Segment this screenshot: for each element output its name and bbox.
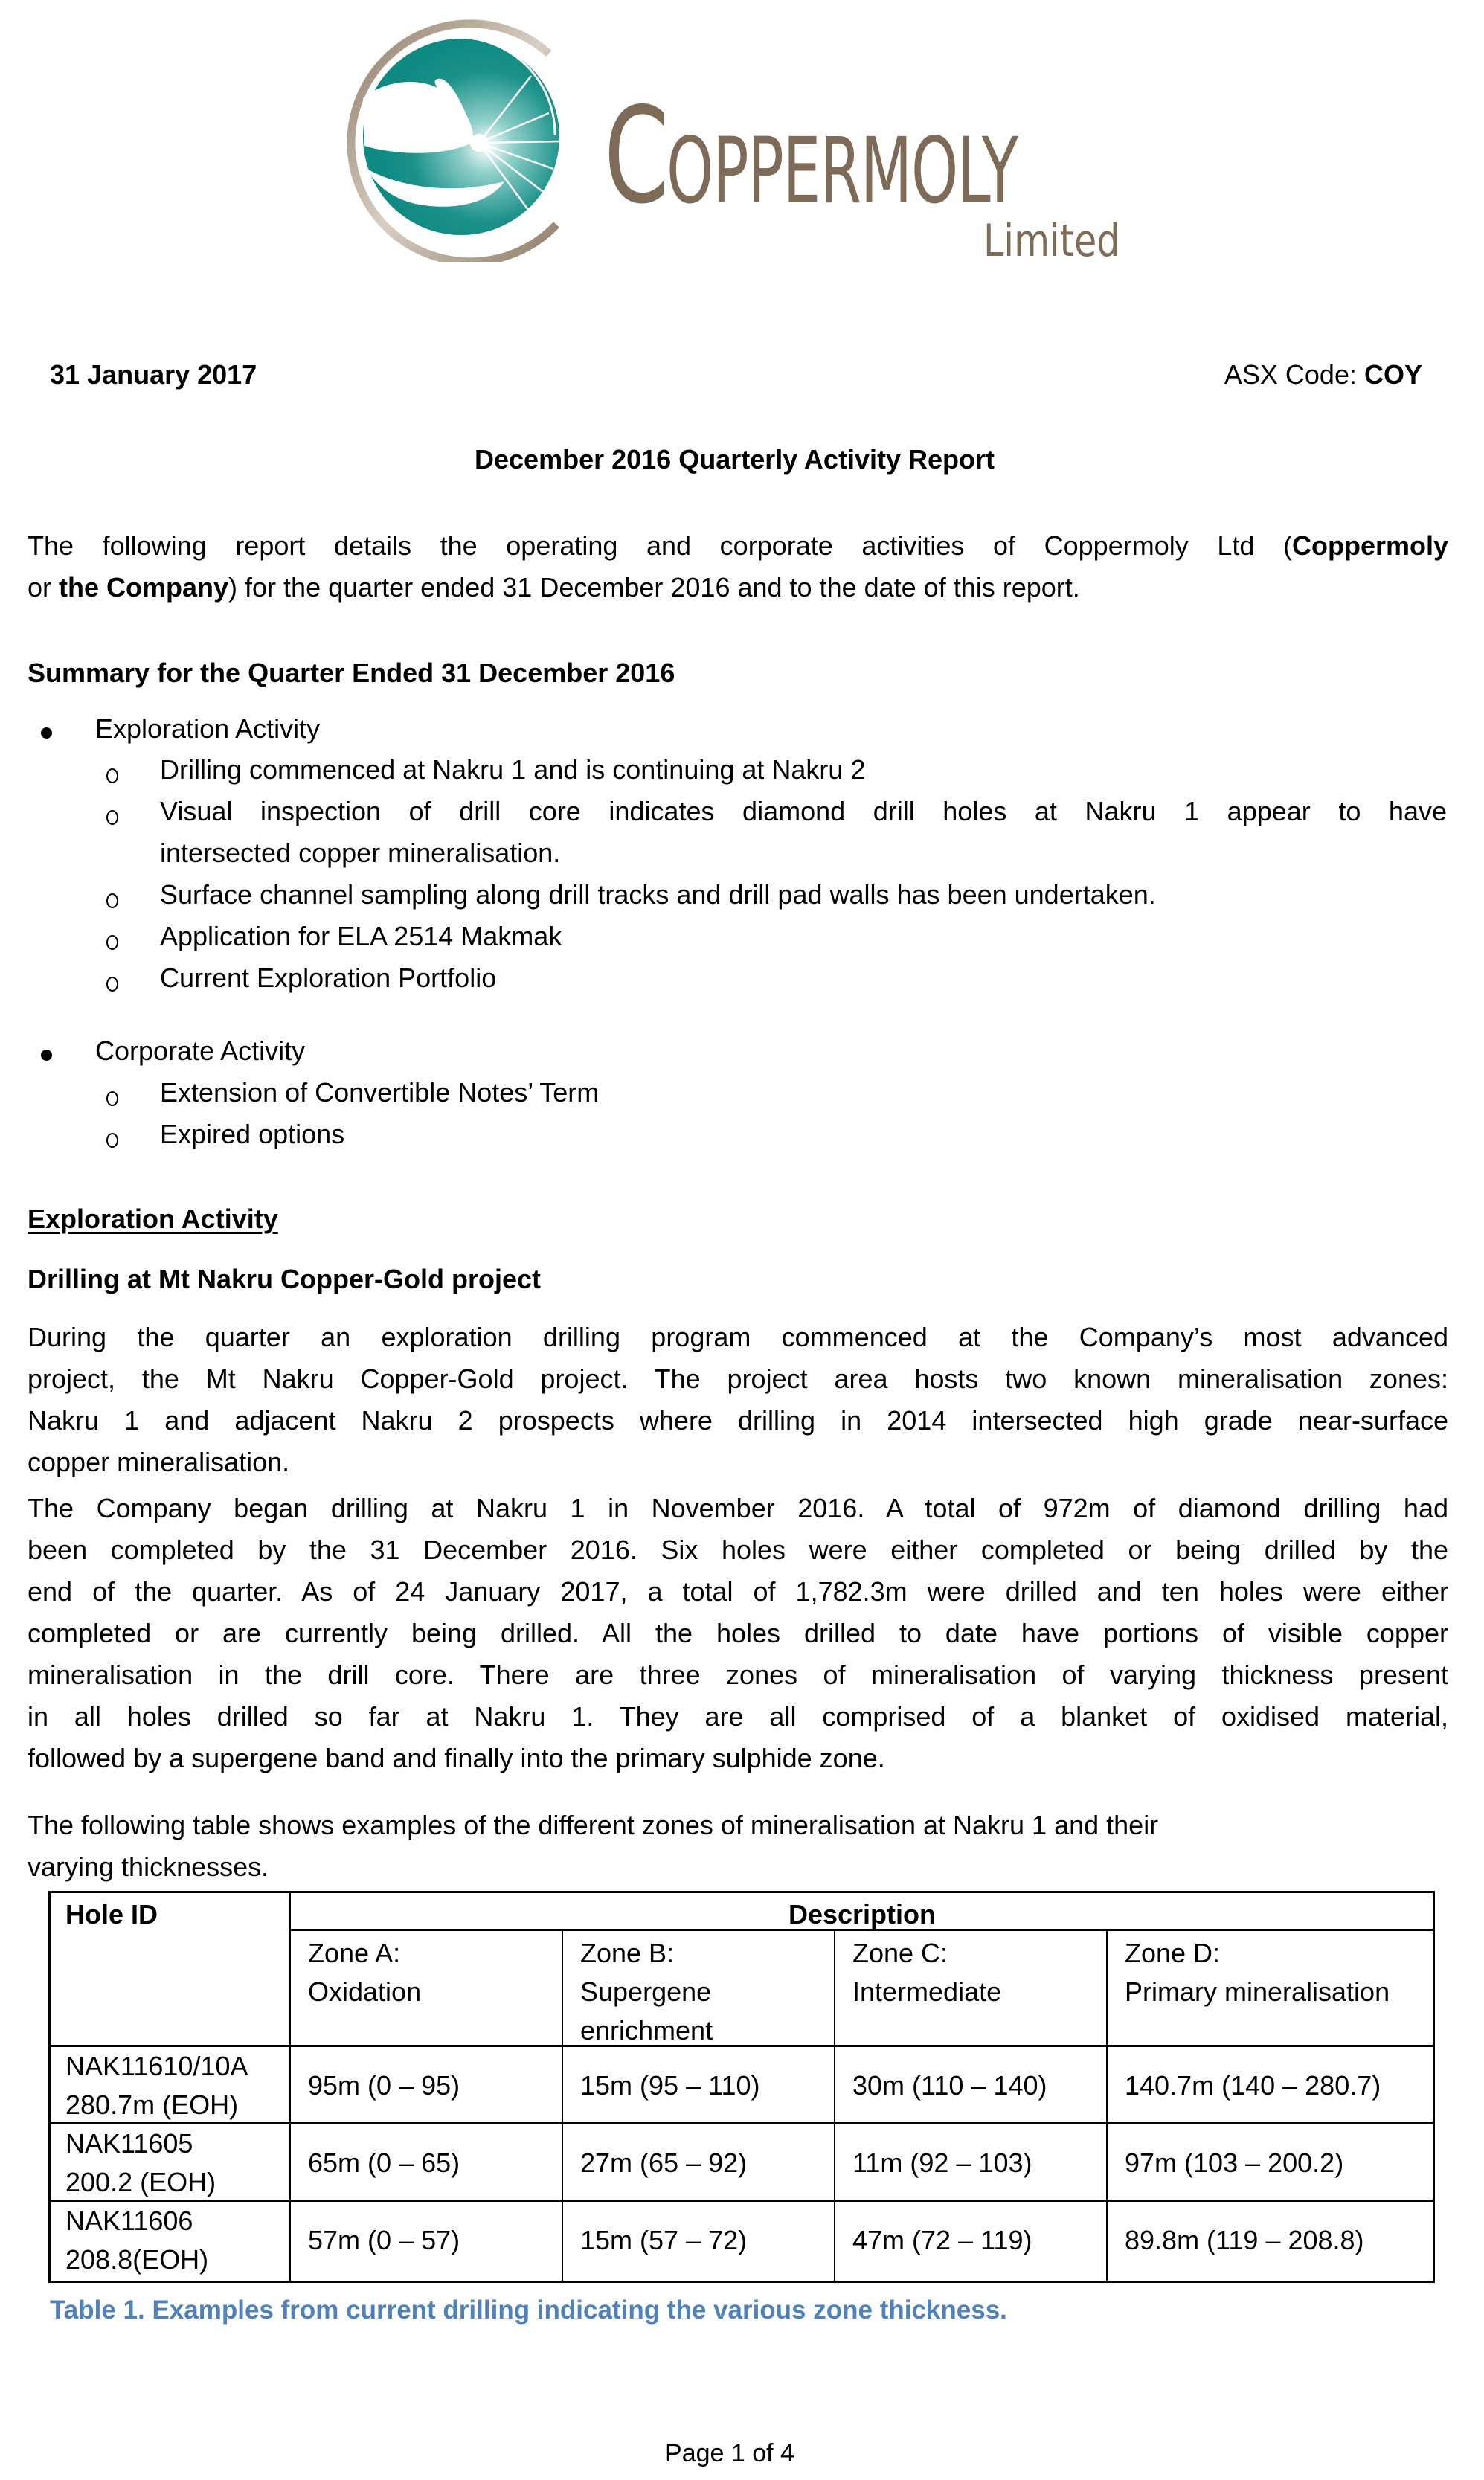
summary-item: Visual inspection of drill core indicates diamond drill holes at Nakru 1 appear to have xyxy=(160,796,1447,826)
wordmark-limited: Limited xyxy=(983,215,1120,267)
table-cell: 47m (72 – 119) xyxy=(852,2225,1032,2255)
summary-item: Application for ELA 2514 Makmak xyxy=(160,921,562,951)
sub-bullet-icon xyxy=(106,1091,118,1106)
table-divider xyxy=(48,2122,1435,2124)
table-cell: 11m (92 – 103) xyxy=(852,2147,1032,2178)
summary-item: Drilling commenced at Nakru 1 and is continuing at Nakru 2 xyxy=(160,754,866,785)
table-divider xyxy=(289,1891,291,2283)
table-cell: 57m (0 – 57) xyxy=(308,2225,460,2255)
wordmark-rest: OPPERMOLY xyxy=(666,118,1018,224)
summary-item-continued: intersected copper mineralisation. xyxy=(160,838,561,868)
table-caption: Table 1. Examples from current drilling indicating the various zone thickness. xyxy=(50,2296,1007,2325)
page-number: Page 1 of 4 xyxy=(665,2439,794,2467)
bullet-icon xyxy=(41,727,52,739)
summary-section-corporate: Corporate Activity xyxy=(95,1035,306,1066)
summary-item: Expired options xyxy=(160,1119,345,1149)
table-cell: 27m (65 – 92) xyxy=(580,2147,748,2178)
table-divider xyxy=(48,2045,1435,2047)
table-divider xyxy=(48,2200,1435,2202)
intro-line-2: or the Company) for the quarter ended 31 December 2016 and to the date of this report. xyxy=(28,572,1080,603)
summary-heading: Summary for the Quarter Ended 31 December 2016 xyxy=(28,658,675,688)
table-cell: 97m (103 – 200.2) xyxy=(1125,2147,1344,2178)
table-cell-hole-id: NAK11605 200.2 (EOH) xyxy=(65,2128,216,2197)
summary-section-exploration: Exploration Activity xyxy=(95,713,321,744)
summary-item: Extension of Convertible Notes’ Term xyxy=(160,1077,600,1108)
table-cell: 65m (0 – 65) xyxy=(308,2147,460,2178)
table-cell: 15m (57 – 72) xyxy=(580,2225,748,2255)
asx-code-value: COY xyxy=(1363,359,1422,390)
wordmark-initial: C xyxy=(604,79,668,233)
sub-bullet-icon xyxy=(106,810,118,825)
summary-item: Current Exploration Portfolio xyxy=(160,963,497,993)
company-wordmark xyxy=(604,79,1198,233)
paragraph-table-intro: The following table shows examples of the different zones of mineralisation at Nakru 1 and their varying thicknesses. xyxy=(28,1810,1159,1882)
table-cell: 140.7m (140 – 280.7) xyxy=(1125,2070,1381,2101)
sub-bullet-icon xyxy=(106,768,118,783)
table-header-zone-b: Zone B: Supergene enrichment xyxy=(580,1938,713,2046)
summary-item: Surface channel sampling along drill tracks and drill pad walls has been undertaken. xyxy=(160,879,1156,910)
bullet-icon xyxy=(41,1050,52,1061)
table-divider xyxy=(834,1930,835,2283)
asx-code xyxy=(1224,359,1422,391)
sub-bullet-icon xyxy=(106,893,118,908)
table-cell-hole-id: NAK11610/10A 280.7m (EOH) xyxy=(65,2051,248,2120)
table-divider xyxy=(1106,1930,1108,2283)
sub-bullet-icon xyxy=(106,1133,118,1148)
table-header-zone-a: Zone A: Oxidation xyxy=(308,1938,422,2007)
intro-line-1: The following report details the operating and corporate activities of Coppermoly Ltd (Coppermoly xyxy=(28,530,1448,561)
section-heading-exploration: Exploration Activity xyxy=(28,1204,278,1234)
table-divider xyxy=(562,1930,563,2283)
asx-code-label: ASX Code: xyxy=(1224,359,1364,390)
table-header-description: Description xyxy=(788,1899,937,1930)
table-cell: 15m (95 – 110) xyxy=(580,2070,760,2101)
table-cell: 30m (110 – 140) xyxy=(852,2070,1047,2101)
page-title: December 2016 Quarterly Activity Report xyxy=(475,444,995,475)
coppermoly-logo-icon xyxy=(333,9,586,262)
table-cell: 89.8m (119 – 208.8) xyxy=(1125,2225,1364,2255)
sub-bullet-icon xyxy=(106,935,118,950)
report-date: 31 January 2017 xyxy=(50,359,257,390)
table-header-zone-d: Zone D: Primary mineralisation xyxy=(1125,1938,1390,2007)
table-header-hole-id: Hole ID xyxy=(65,1899,158,1930)
intro-paragraph xyxy=(28,525,1448,608)
table-header-zone-c: Zone C: Intermediate xyxy=(852,1938,1002,2007)
sub-bullet-icon xyxy=(106,977,118,992)
paragraph-drilling-progress: The Company began drilling at Nakru 1 in November 2016. A total of 972m of diamond drilling had been completed by the 31 December 2016. Six holes were either completed or being drilled by the end of the quarter. As of 24 January 2017, a total of 1,782.3m were drilled and ten holes were either completed or are currently being drilled. All the holes drilled to date have portions of visible copper mineralisation in the drill core. There are three zones of mineralisation of varying thickness present in all holes drilled so far at Nakru 1. They are all comprised of a blanket of oxidised material, followed by a supergene band and finally into the primary sulphide zone. xyxy=(28,1493,1448,1773)
table-cell: 95m (0 – 95) xyxy=(308,2070,460,2101)
table-cell-hole-id: NAK11606 208.8(EOH) xyxy=(65,2206,209,2275)
subheading-drilling: Drilling at Mt Nakru Copper-Gold project xyxy=(28,1264,542,1294)
paragraph-drilling-program: During the quarter an exploration drilling program commenced at the Company’s most advanced project, the Mt Nakru Copper-Gold project. The project area hosts two known mineralisation zones: Nakru 1 and adjacent Nakru 2 prospects where drilling in 2014 intersected high grade near-surface copper mineralisation. xyxy=(28,1322,1448,1477)
